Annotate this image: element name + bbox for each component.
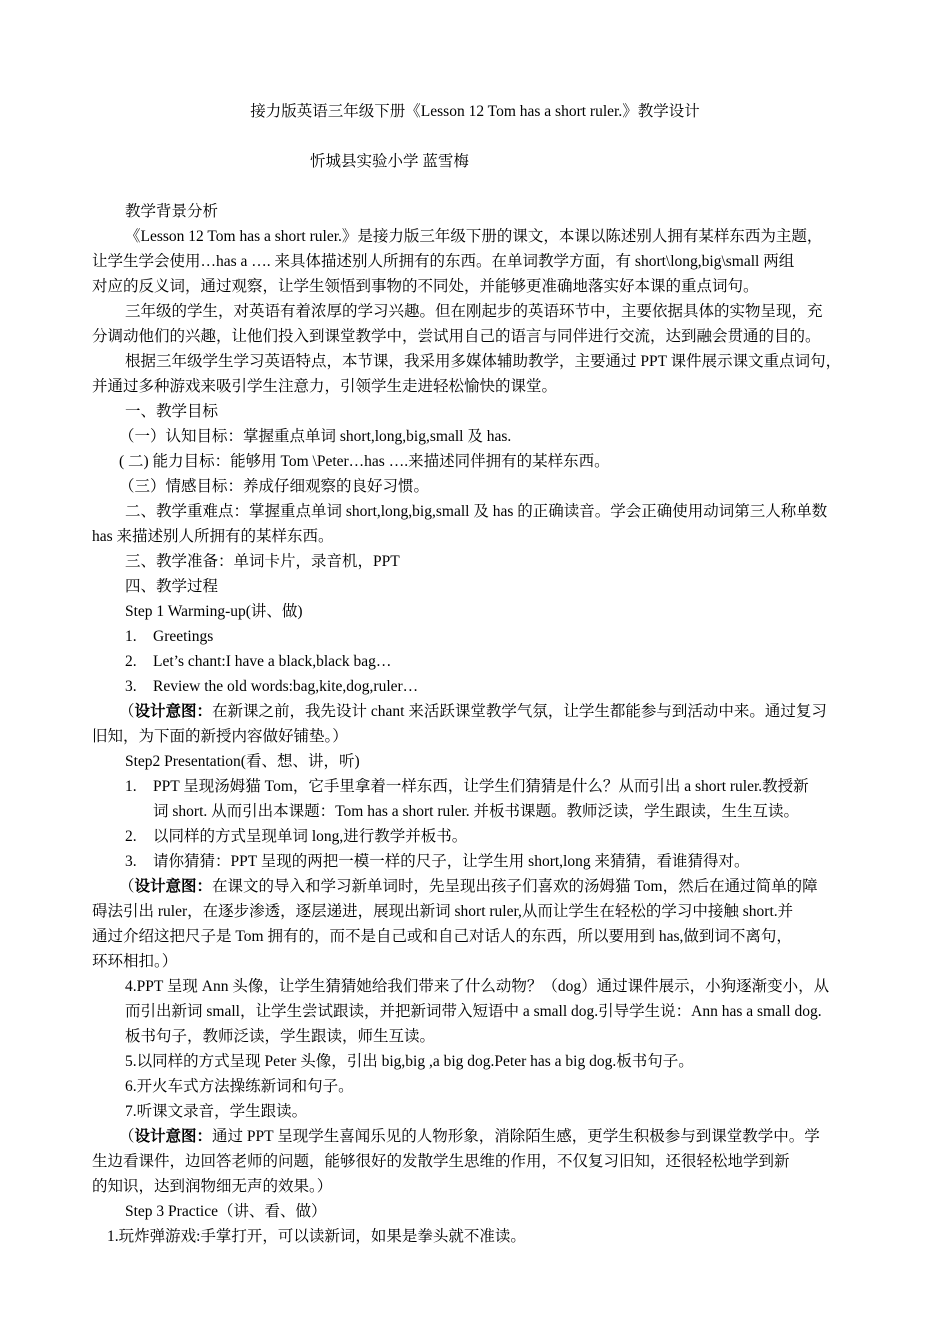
design-intent-label: 设计意图： (134, 703, 213, 720)
step2-heading: Step2 Presentation(看、想、讲，听) (125, 753, 360, 770)
design-intent-1-line2: 旧知，为下面的新授内容做好铺垫。） (92, 728, 348, 745)
design-intent-3-line3: 的知识，达到润物细无声的效果。） (92, 1178, 333, 1195)
design-intent-2-line3: 通过介绍这把尺子是 Tom 拥有的，而不是自己或和自己对话人的东西，所以要用到 has,做到词不离句， (92, 928, 792, 945)
bg-p2-line2: 分调动他们的兴趣，让他们投入到课堂教学中，尝试用自己的语言与同伴进行交流，达到融会贯通的目的。 (92, 328, 821, 345)
background-heading: 教学背景分析 (125, 203, 219, 220)
step3-item1: 1.玩炸弹游戏:手掌打开，可以读新词，如果是拳头就不准读。 (107, 1228, 526, 1245)
goal-emotional: （三）情感目标：养成仔细观察的良好习惯。 (119, 478, 430, 495)
step2-item-continuation: 词 short. 从而引出本课题：Tom has a short ruler. 并板书课题。教师泛读，学生跟读，生生互读。 (153, 803, 800, 820)
design-intent-3: （设计意图：通过 PPT 呈现学生喜闻乐见的人物形象，消除陌生感，更学生积极参与到课堂教学中。学 (119, 1128, 820, 1145)
design-intent-2-line4: 环环相扣。） (92, 953, 178, 970)
design-intent-1: （设计意图：在新课之前，我先设计 chant 来活跃课堂教学气氛，让学生都能参与到活动中来。通过复习 (119, 703, 827, 720)
bg-p1-line1: 《Lesson 12 Tom has a short ruler.》是接力版三年级下册的课文，本课以陈述别人拥有某样东西为主题， (125, 228, 823, 245)
step2-item4-line2: 而引出新词 small，让学生尝试跟读，并把新词带入短语中 a small dog.引导学生说：Ann has a small dog. (125, 1003, 822, 1020)
step1-item: 3. Review the old words:bag,kite,dog,ruler… (125, 678, 419, 695)
step2-item7: 7.听课文录音，学生跟读。 (125, 1103, 308, 1120)
section-goals-heading: 一、教学目标 (125, 403, 219, 420)
design-intent-label: 设计意图： (134, 878, 213, 895)
bg-p3-line2: 并通过多种游戏来吸引学生注意力，引领学生走进轻松愉快的课堂。 (92, 378, 558, 395)
author-line: 忻城县实验小学 蓝雪梅 (310, 153, 469, 170)
step2-item4-line3: 板书句子，教师泛读，学生跟读，师生互读。 (125, 1028, 436, 1045)
section-preparation: 三、教学准备：单词卡片，录音机，PPT (125, 553, 400, 570)
bg-p1-line2: 让学生学会使用…has a …. 来具体描述别人所拥有的东西。在单词教学方面，有 short\long,big\small 两组 (92, 253, 795, 270)
step2-item: 3. 请你猜猜：PPT 呈现的两把一模一样的尺子，让学生用 short,long 来猜猜，看谁猜得对。 (125, 853, 750, 870)
bg-p2-line1: 三年级的学生，对英语有着浓厚的学习兴趣。但在刚起步的英语环节中，主要依据具体的实物呈现，充 (125, 303, 823, 320)
step2-item5: 5.以同样的方式呈现 Peter 头像，引出 big,big ,a big dog.Peter has a big dog.板书句子。 (125, 1053, 694, 1070)
section-process-heading: 四、教学过程 (125, 578, 219, 595)
goal-cognitive: （一）认知目标：掌握重点单词 short,long,big,small 及 has. (119, 428, 512, 445)
design-intent-label: 设计意图： (134, 1128, 213, 1145)
design-intent-3-line2: 生边看课件，边回答老师的问题，能够很好的发散学生思维的作用，不仅复习旧知，还很轻松地学到新 (92, 1153, 790, 1170)
step2-item6: 6.开火车式方法操练新词和句子。 (125, 1078, 354, 1095)
step2-item4-line1: 4.PPT 呈现 Ann 头像，让学生猜猜她给我们带来了什么动物？（dog）通过课件展示，小狗逐渐变小，从 (125, 978, 830, 995)
step1-item: 1. Greetings (125, 628, 214, 645)
goal-ability: ( 二) 能力目标：能够用 Tom \Peter…has ….来描述同伴拥有的某样东西。 (119, 453, 610, 470)
step2-item: 1. PPT 呈现汤姆猫 Tom，它手里拿着一样东西，让学生们猜猜是什么？从而引出 a short ruler.教授新 (125, 778, 809, 795)
step1-heading: Step 1 Warming-up(讲、做) (125, 603, 303, 620)
step3-heading: Step 3 Practice（讲、看、做） (125, 1203, 327, 1220)
section-keypoints-line2: has 来描述别人所拥有的某样东西。 (92, 528, 334, 545)
bg-p3-line1: 根据三年级学生学习英语特点，本节课，我采用多媒体辅助教学，主要通过 PPT 课件展示课文重点词句， (125, 353, 842, 370)
design-intent-2: （设计意图：在课文的导入和学习新单词时，先呈现出孩子们喜欢的汤姆猫 Tom，然后在通过简单的障 (119, 878, 818, 895)
step1-item: 2. Let’s chant:I have a black,black bag… (125, 653, 392, 670)
bg-p1-line3: 对应的反义词，通过观察，让学生领悟到事物的不同处，并能够更准确地落实好本课的重点词句。 (92, 278, 759, 295)
step2-item: 2. 以同样的方式呈现单词 long,进行教学并板书。 (125, 828, 468, 845)
section-keypoints-line1: 二、教学重难点：掌握重点单词 short,long,big,small 及 has 的正确读音。学会正确使用动词第三人称单数 (125, 503, 828, 520)
design-intent-2-line2: 碍法引出 ruler，在逐步渗透，逐层递进，展现出新词 short ruler,从而让学生在轻松的学习中接触 short.并 (92, 903, 794, 920)
document-title: 接力版英语三年级下册《Lesson 12 Tom has a short ruler.》教学设计 (250, 103, 700, 120)
